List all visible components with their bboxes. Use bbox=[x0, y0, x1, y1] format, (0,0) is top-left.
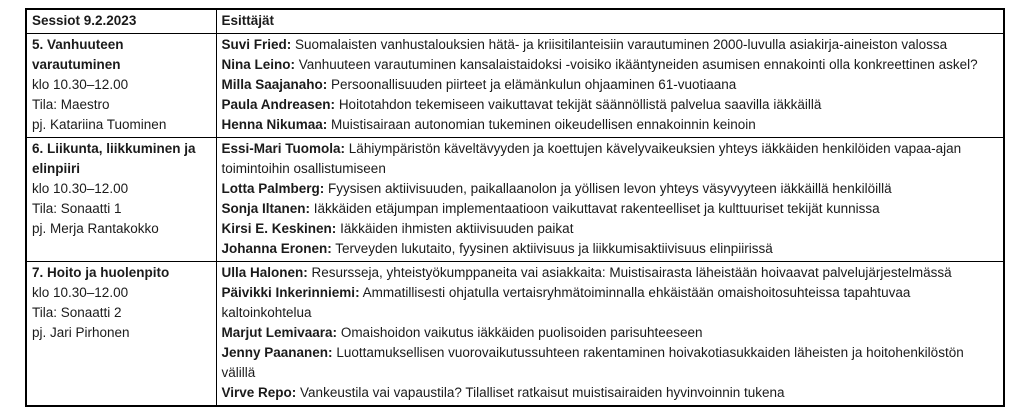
presentation-title: Persoonallisuuden piirteet ja elämänkulun ohjaaminen 61-vuotiaana bbox=[331, 77, 737, 92]
presentation-item bbox=[222, 343, 999, 383]
presentation-item bbox=[222, 115, 999, 135]
presentation-title: Terveyden lukutaito, fyysinen aktiivisuus ja liikkumisaktiivisuus elinpiirissä bbox=[335, 241, 773, 256]
session-time: klo 10.30–12.00 bbox=[32, 77, 129, 92]
presenter-name: Ulla Halonen: bbox=[221, 265, 308, 280]
presentation-item bbox=[222, 35, 999, 55]
session-room: Tila: Sonaatti 1 bbox=[32, 201, 122, 216]
presentation-title: Iäkkäiden ihmisten aktiivisuuden paikat bbox=[340, 221, 574, 236]
presentation-item bbox=[222, 323, 999, 343]
presentation-title: Lähiympäristön käveltävyyden ja koettujen kävelyvaikeuksien yhteys iäkkäiden henkilöiden vapaa-ajan toimintoihin osallistumiseen bbox=[221, 141, 962, 176]
table-header-row bbox=[26, 9, 1004, 34]
presenter-name: Päivikki Inkerinniemi: bbox=[221, 285, 360, 300]
presenter-name: Paula Andreasen: bbox=[221, 97, 336, 112]
session-row bbox=[26, 34, 1004, 138]
presenter-name: Kirsi E. Keskinen: bbox=[221, 221, 337, 236]
session-row bbox=[26, 138, 1004, 262]
presentation-title: Iäkkäiden etäjumpan implementaatioon vaikuttavat rakenteelliset ja kulttuuriset tekijät kunnissa bbox=[313, 201, 880, 216]
presenter-name: Sonja Iltanen: bbox=[221, 201, 311, 216]
session-table bbox=[25, 8, 1005, 407]
session-cell bbox=[26, 138, 216, 262]
presentation-item bbox=[222, 179, 999, 199]
presentation-item bbox=[222, 383, 999, 403]
presentation-item bbox=[222, 75, 999, 95]
presenter-name: Johanna Eronen: bbox=[221, 241, 332, 256]
header-presenters: Esittäjät bbox=[216, 9, 1004, 34]
presentation-item bbox=[222, 55, 999, 75]
presentation-item bbox=[222, 199, 999, 219]
presentation-title: Omaishoidon vaikutus iäkkäiden puolisoiden parisuhteeseen bbox=[340, 325, 703, 340]
presenter-name: Virve Repo: bbox=[221, 385, 297, 400]
presentations-cell bbox=[216, 34, 1004, 138]
presenter-name: Milla Saajanaho: bbox=[221, 77, 328, 92]
presenter-name: Nina Leino: bbox=[221, 57, 295, 72]
session-chair: pj. Merja Rantakokko bbox=[32, 221, 159, 236]
presentation-title: Luottamuksellisen vuorovaikutussuhteen rakentaminen hoivakotiasukkaiden läheisten ja hoitohenkilöstön välillä bbox=[221, 345, 964, 380]
session-title: 6. Liikunta, liikkuminen ja elinpiiri bbox=[32, 141, 196, 176]
presenter-name: Jenny Paananen: bbox=[221, 345, 333, 360]
presentation-title: Resursseja, yhteistyökumppaneita vai asiakkaita: Muistisairasta läheistään hoivaavat palvelujärjestelmässä bbox=[311, 265, 952, 280]
presenter-name: Lotta Palmberg: bbox=[221, 181, 325, 196]
presentation-title: Muistisairaan autonomian tukeminen oikeudellisen ennakoinnin keinoin bbox=[331, 117, 756, 132]
session-time: klo 10.30–12.00 bbox=[32, 181, 129, 196]
presentation-title: Vanhuuteen varautuminen kansalaistaidoksi -voisiko ikääntyneiden asumisen ennakointi olla konkreettinen askel? bbox=[298, 57, 978, 72]
session-row bbox=[26, 262, 1004, 407]
presentation-item bbox=[222, 95, 999, 115]
presenter-name: Essi-Mari Tuomola: bbox=[221, 141, 346, 156]
presenter-name: Marjut Lemivaara: bbox=[221, 325, 338, 340]
session-room: Tila: Sonaatti 2 bbox=[32, 305, 122, 320]
session-cell bbox=[26, 34, 216, 138]
session-chair: pj. Katariina Tuominen bbox=[32, 117, 167, 132]
presentation-item bbox=[222, 239, 999, 259]
presentations-cell bbox=[216, 138, 1004, 262]
session-title: 7. Hoito ja huolenpito bbox=[32, 265, 170, 280]
presentation-title: Hoitotahdon tekemiseen vaikuttavat tekijät säännöllistä palvelua saavilla iäkkäillä bbox=[338, 97, 822, 112]
presentation-title: Ammatillisesti ohjatulla vertaisryhmätoiminnalla ehkäistään omaishoitosuhteissa tapahtuvaa kaltoinkohtelua bbox=[221, 285, 911, 320]
document-page bbox=[25, 8, 1005, 407]
presentation-item bbox=[222, 219, 999, 239]
presentations-cell bbox=[216, 262, 1004, 407]
session-cell bbox=[26, 262, 216, 407]
presentation-title: Vankeustila vai vapaustila? Tilalliset ratkaisut muistisairaiden hyvinvoinnin tukena bbox=[300, 385, 785, 400]
presentation-title: Suomalaisten vanhustalouksien hätä- ja kriisitilanteisiin varautuminen 2000-luvulla asiakirja-aineiston valossa bbox=[295, 37, 948, 52]
session-room: Tila: Maestro bbox=[32, 97, 110, 112]
header-sessions: Sessiot 9.2.2023 bbox=[26, 9, 216, 34]
presentation-item bbox=[222, 263, 999, 283]
session-chair: pj. Jari Pirhonen bbox=[32, 325, 130, 340]
session-time: klo 10.30–12.00 bbox=[32, 285, 129, 300]
presentation-title: Fyysisen aktiivisuuden, paikallaanolon ja yöllisen levon yhteys väsyvyyteen iäkkäillä henkilöillä bbox=[328, 181, 892, 196]
presenter-name: Suvi Fried: bbox=[221, 37, 292, 52]
presenter-name: Henna Nikumaa: bbox=[221, 117, 328, 132]
session-title: 5. Vanhuuteen varautuminen bbox=[32, 37, 124, 72]
presentation-item bbox=[222, 139, 999, 179]
presentation-item bbox=[222, 283, 999, 323]
